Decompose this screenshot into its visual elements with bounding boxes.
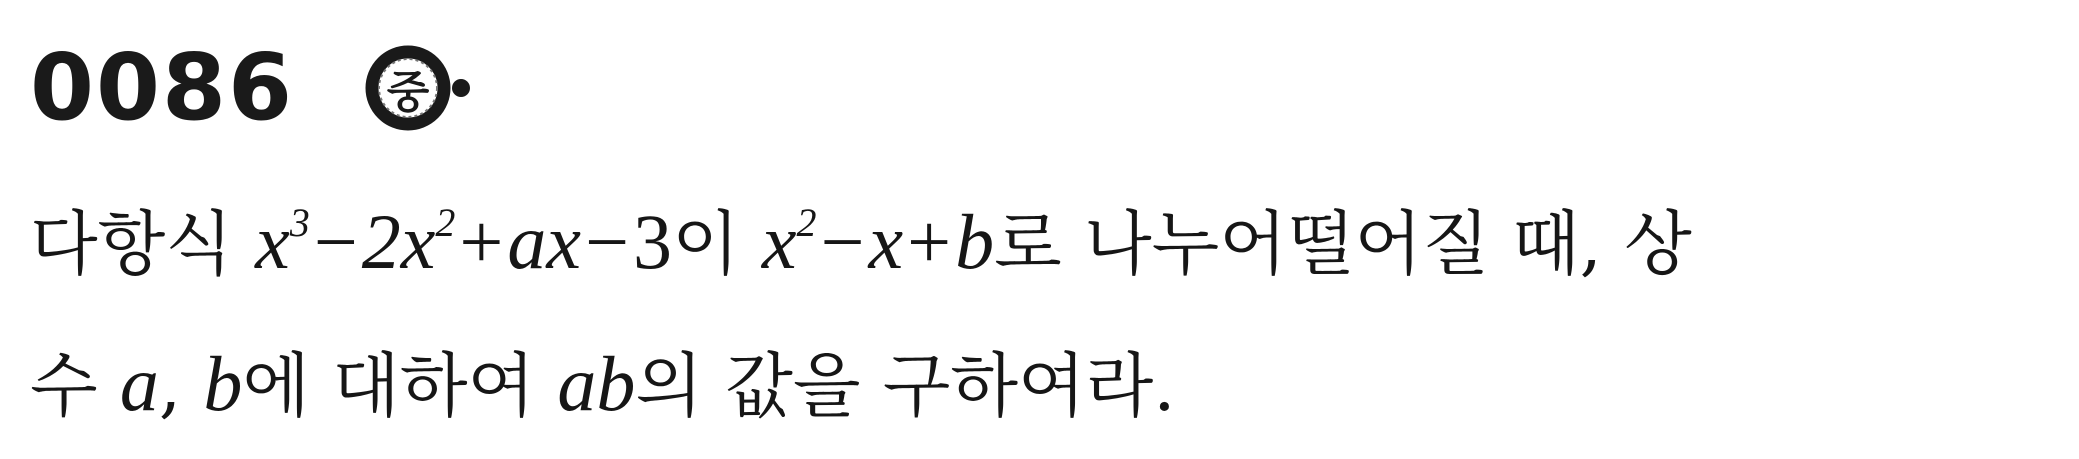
question-line-2 — [30, 314, 2050, 456]
minus-operator: − — [585, 198, 629, 285]
question-line-2-mid: 에 대하여 — [242, 345, 558, 427]
question-line-2-tail: 의 값을 구하여라. — [635, 345, 1176, 427]
dividend-exponent-3: 3 — [289, 200, 310, 245]
question-lead: 다항식 — [30, 203, 256, 285]
divisor-constant-b: b — [955, 198, 995, 285]
product-ab: ab — [557, 340, 636, 427]
dividend-constant: 3 — [633, 198, 672, 285]
dividend-term-x: x — [255, 198, 290, 285]
plus-operator: + — [907, 198, 952, 285]
difficulty-badge — [364, 34, 472, 142]
dividend-term-2x: 2x — [361, 198, 436, 285]
dividend-polynomial — [255, 198, 672, 285]
minus-operator: − — [820, 198, 865, 285]
question-text — [30, 172, 2050, 456]
variable-a: a — [119, 340, 159, 427]
plus-operator: + — [459, 198, 504, 285]
subject-particle: 이 — [672, 203, 762, 285]
dividend-exponent-2: 2 — [435, 200, 456, 245]
question-line-2-lead: 수 — [30, 345, 120, 427]
divisor-term-x-linear: x — [868, 198, 904, 285]
variable-b: b — [203, 340, 243, 427]
problem-number: 0086 — [30, 34, 295, 141]
divisor-exponent-2: 2 — [796, 200, 817, 245]
divisor-polynomial — [762, 198, 994, 285]
difficulty-label: 중 — [386, 67, 430, 118]
minus-operator: − — [313, 198, 358, 285]
divisor-term-x: x — [761, 198, 797, 285]
comma: , — [158, 345, 204, 427]
problem-header — [30, 28, 472, 148]
question-line-1 — [30, 172, 2050, 314]
dividend-term-ax: ax — [507, 198, 581, 285]
question-line-1-tail: 로 나누어떨어질 때, 상 — [994, 203, 1692, 285]
